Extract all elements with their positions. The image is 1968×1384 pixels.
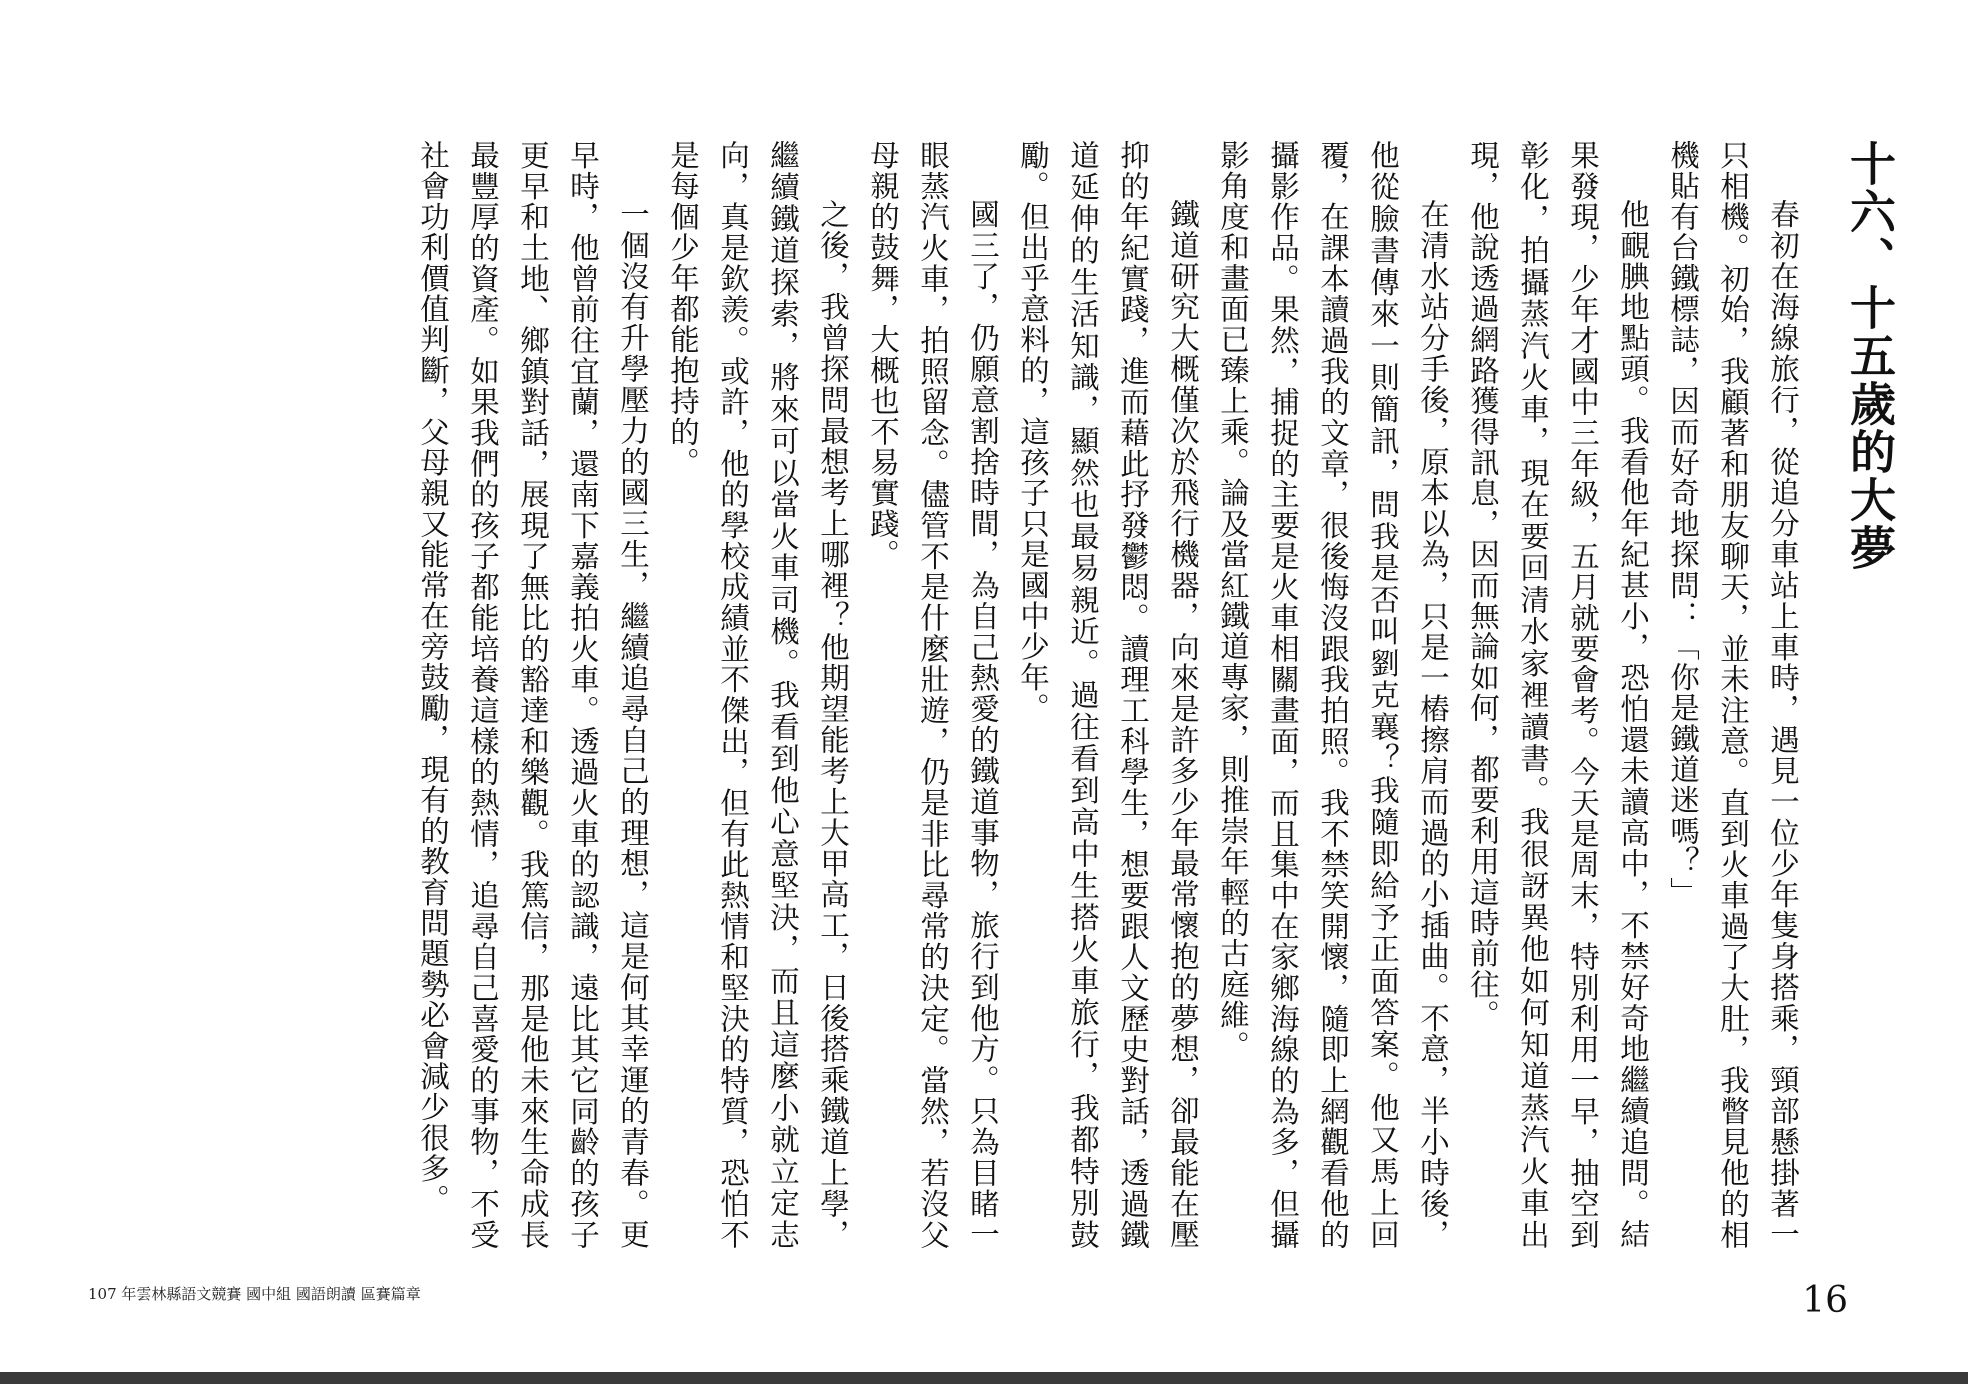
bottom-edge-bar bbox=[0, 1372, 1968, 1384]
footer-source: 107 年雲林縣語文競賽 國中組 國語朗讀 區賽篇章 bbox=[88, 1285, 421, 1303]
paragraph-5: 國三了，仍願意割捨時間，為自己熱愛的鐵道事物，旅行到他方。只為目睹一眼蒸汽火車，拍照留念。儘管不是什麼壯遊，仍是非比尋常的決定。當然，若沒父母親的鼓舞，大概也不易實踐。 bbox=[866, 140, 1000, 1250]
paragraph-4: 鐵道研究大概僅次於飛行機器，向來是許多少年最常懷抱的夢想，卻最能在壓抑的年紀實踐，進而藉此抒發鬱悶。讀理工科學生，想要跟人文歷史對話，透過鐵道延伸的生活知識，顯然也最易親近。過往看到高中生搭火車旅行，我都特別鼓勵。但出乎意料的，這孩子只是國中少年。 bbox=[1016, 140, 1200, 1250]
paragraph-6: 之後，我曾探問最想考上哪裡？他期望能考上大甲高工，日後搭乘鐵道上學，繼續鐵道探索，將來可以當火車司機。我看到他心意堅決，而且這麼小就立定志向，真是欽羨。或許，他的學校成績並不傑出，但有此熱情和堅決的特質，恐怕不是每個少年都能抱持的。 bbox=[666, 140, 850, 1250]
paragraph-2: 他靦腆地點頭。我看他年紀甚小，恐怕還未讀高中，不禁好奇地繼續追問。結果發現，少年才國中三年級，五月就要會考。今天是周末，特別利用一早，抽空到彰化，拍攝蒸汽火車，現在要回清水家裡讀書。我很訝異他如何知道蒸汽火車出現，他說透過網路獲得訊息，因而無論如何，都要利用這時前往。 bbox=[1466, 140, 1650, 1250]
vertical-text-block bbox=[408, 140, 1898, 1250]
article-body bbox=[408, 140, 1808, 1250]
article-title: 十六、十五歲的大夢 bbox=[1843, 140, 1897, 572]
paragraph-1: 春初在海線旅行，從追分車站上車時，遇見一位少年隻身搭乘，頸部懸掛著一只相機。初始，我顧著和朋友聊天，並未注意。直到火車過了大肚，我瞥見他的相機貼有台鐵標誌，因而好奇地探問：「你是鐵道迷嗎？」 bbox=[1666, 140, 1800, 1250]
paragraph-7: 一個沒有升學壓力的國三生，繼續追尋自己的理想，這是何其幸運的青春。更早時，他曾前往宜蘭，還南下嘉義拍火車。透過火車的認識，遠比其它同齡的孩子更早和土地、鄉鎮對話，展現了無比的豁達和樂觀。我篤信，那是他未來生命成長最豐厚的資產。如果我們的孩子都能培養這樣的熱情，追尋自己喜愛的事物，不受社會功利價值判斷，父母親又能常在旁鼓勵，現有的教育問題勢必會減少很多。 bbox=[416, 140, 650, 1250]
paragraph-3: 在清水站分手後，原本以為，只是一樁擦肩而過的小插曲。不意，半小時後，他從臉書傳來一則簡訊，問我是否叫劉克襄？我隨即給予正面答案。他又馬上回覆，在課本讀過我的文章，很後悔沒跟我拍照。我不禁笑開懷，隨即上網觀看他的攝影作品。果然，捕捉的主要是火車相關畫面，而且集中在家鄉海線的為多，但攝影角度和畫面已臻上乘。論及當紅鐵道專家，則推崇年輕的古庭維。 bbox=[1216, 140, 1450, 1250]
page-number: 16 bbox=[1802, 1280, 1848, 1321]
